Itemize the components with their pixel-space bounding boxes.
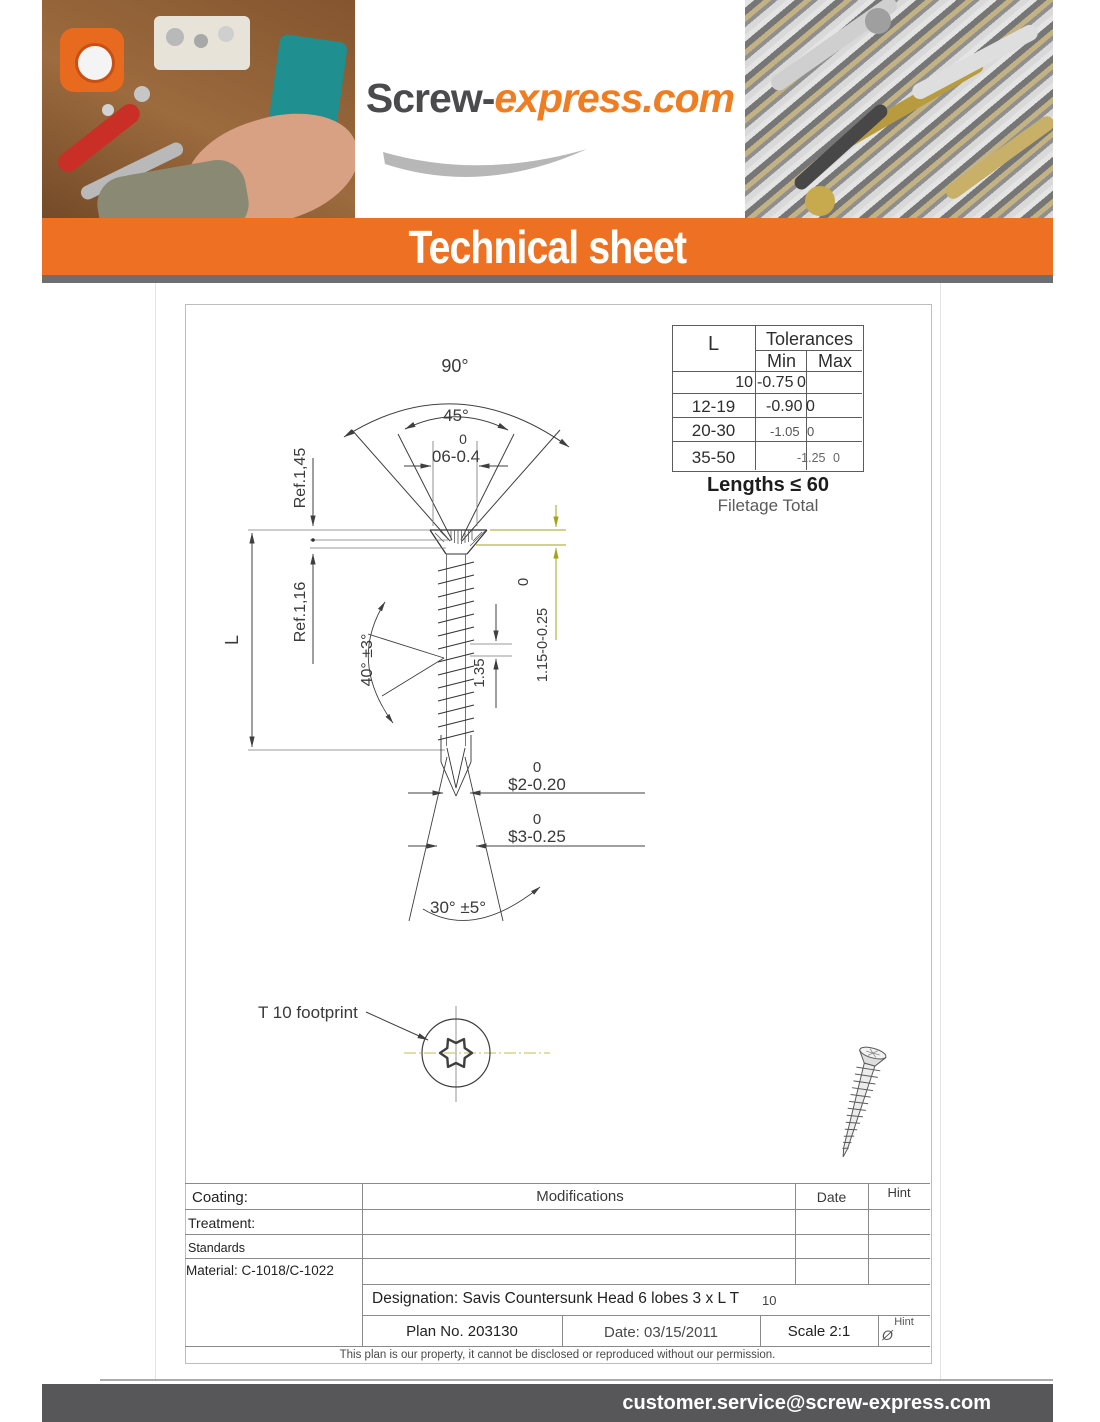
material-label: Material: C-1018/C-1022: [186, 1263, 334, 1278]
hint-cell-label: Hint: [894, 1316, 914, 1328]
modifications-header: Modifications: [536, 1188, 624, 1205]
banner-title: Technical sheet: [408, 220, 687, 273]
page-bottom-line: [100, 1379, 1053, 1381]
designation-suffix: 10: [762, 1293, 777, 1308]
washer-image: [134, 86, 150, 102]
screw-image: [792, 102, 891, 193]
footprint-leader: [366, 1012, 428, 1040]
logo-area: [355, 0, 745, 218]
tape-measure-reel: [75, 43, 115, 83]
tol-row-min: -0.75: [757, 374, 794, 391]
dim-label-pitch: 1.35: [471, 658, 488, 688]
filetage-note: Filetage Total: [717, 496, 819, 515]
dim-label-head-angle: 90°: [441, 356, 469, 376]
washer-image: [194, 34, 208, 48]
thread-angle-dimension: [368, 602, 444, 723]
screw-tip: [441, 735, 471, 796]
plan-number: Plan No. 203130: [406, 1323, 518, 1340]
screw-head: [430, 530, 487, 554]
header-photo-tools: [42, 0, 355, 218]
tol-row-max: 0: [797, 374, 806, 391]
washer-image: [166, 28, 184, 46]
hint-cell-symbol: Ø: [882, 1327, 893, 1343]
dim-label-depth-tol: 0: [515, 577, 532, 587]
dim-label-core-dia: $2-0.20: [508, 775, 566, 794]
dim-label-ref-under: Ref.1,16: [292, 581, 309, 643]
page-edge-line: [155, 283, 156, 1380]
hint-column-header: Hint: [887, 1185, 911, 1200]
screw-image: [943, 113, 1053, 202]
tol-col-l: L: [707, 333, 720, 355]
dim-label-depth: 1.15-0-0.25: [535, 607, 551, 683]
dim-label-thread-dia-tol: 0: [532, 811, 542, 828]
washer-image: [218, 26, 234, 42]
dim-label-recess-angle: 45°: [443, 406, 469, 425]
thread-crests: [438, 562, 474, 740]
screw-image: [909, 22, 1040, 102]
plan-date: Date: 03/15/2011: [604, 1324, 718, 1341]
dim-label-head-dia-tol: 0: [459, 431, 467, 447]
depth-dimension: [476, 505, 566, 640]
sleeve-image: [93, 156, 253, 218]
tol-row-l: 10: [735, 374, 753, 391]
dim-label-ref-head: Ref.1,45: [292, 447, 309, 509]
tol-row-l: 20-30: [691, 421, 736, 440]
property-note: This plan is our property, it cannot be disclosed or reproduced without our permission.: [339, 1349, 776, 1361]
tol-row-l: 12-19: [691, 397, 736, 416]
technical-sheet-banner: [42, 218, 1053, 275]
logo-swoosh: [355, 0, 745, 218]
dim-label-thread-dia: $3-0.25: [508, 827, 566, 846]
tol-col-max: Max: [817, 351, 852, 371]
screw-illustration: [830, 1045, 887, 1161]
designation-text: Designation: Savis Countersunk Head 6 lobes 3 x L T: [372, 1290, 740, 1307]
shaft-core: [447, 554, 466, 746]
dim-label-core-dia-tol: 0: [532, 759, 542, 776]
tol-row-max: 0: [833, 451, 840, 465]
logo-text-orange: express.com: [494, 75, 735, 121]
banner-underline-strip: [42, 275, 1053, 283]
dim-label-head-dia: 06-0.4: [431, 447, 481, 466]
dim-label-tip-angle: 30° ±5°: [429, 898, 487, 917]
footprint-view: [366, 1006, 550, 1102]
dim-label-length: L: [222, 634, 242, 646]
header-photo-screws: [745, 0, 1053, 218]
plan-scale: Scale 2:1: [787, 1323, 851, 1340]
coating-label: Coating:: [192, 1189, 248, 1206]
page-edge-line: [940, 283, 941, 1380]
tol-row-l: 35-50: [691, 448, 736, 467]
treatment-label: Treatment:: [188, 1215, 256, 1231]
standards-label: Standards: [188, 1241, 245, 1255]
date-column-header: Date: [816, 1189, 847, 1205]
head-extension-lines: [248, 530, 448, 750]
contact-email: customer.service@screw-express.com: [622, 1392, 991, 1414]
pitch-extensions: [470, 644, 512, 656]
reference-dot: [311, 538, 315, 542]
tol-row-max: 0: [806, 398, 815, 415]
screw-head-image: [805, 186, 835, 216]
tol-col-min: Min: [766, 351, 796, 371]
dim-label-thread-angle: 40° ±3°: [359, 633, 376, 687]
tol-row-min: -0.90: [766, 398, 803, 415]
tol-row-max: 0: [807, 424, 815, 439]
footer-bar: [42, 1384, 1053, 1422]
technical-drawing: [185, 304, 930, 1183]
logo-text-gray: Screw-: [365, 75, 495, 121]
lengths-note: Lengths ≤ 60: [706, 474, 830, 496]
tol-row-min: -1.05: [770, 424, 800, 439]
screw-head-image: [865, 8, 891, 34]
tol-row-min: -1.25: [797, 451, 826, 465]
footprint-label: T 10 footprint: [258, 1003, 358, 1022]
tol-title: Tolerances: [765, 329, 854, 349]
